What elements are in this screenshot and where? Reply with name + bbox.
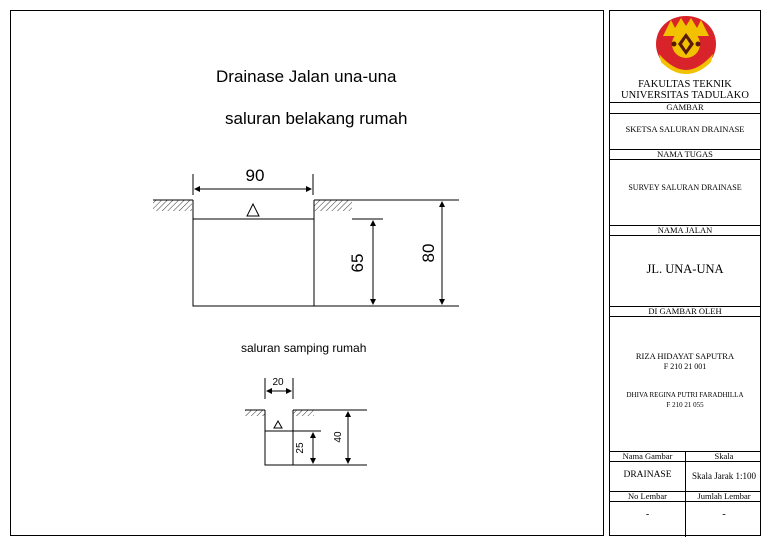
rear-channel xyxy=(153,166,459,306)
person1-id: F 210 21 001 xyxy=(663,362,707,371)
rear-total-depth-label: 80 xyxy=(419,243,438,263)
side-channel-outline xyxy=(265,410,293,465)
university-logo xyxy=(653,14,719,76)
no-lembar-value: - xyxy=(645,509,650,520)
side-drain-title: saluran samping rumah xyxy=(241,341,367,355)
side-inner-depth-label: 25 xyxy=(295,442,306,454)
gambar-label: GAMBAR xyxy=(666,102,704,112)
rear-width-label: 90 xyxy=(245,166,265,185)
side-channel xyxy=(245,377,367,465)
skala-label: Skala xyxy=(714,451,734,461)
no-lembar-label: No Lembar xyxy=(628,491,667,501)
jumlah-lembar-value: - xyxy=(722,509,726,520)
nama-gambar-label: Nama Gambar xyxy=(622,451,673,461)
channel-sketch xyxy=(11,11,605,537)
university-name: UNIVERSITAS TADULAKO xyxy=(621,90,749,101)
person2-id: F 210 21 055 xyxy=(666,401,704,409)
oleh-label: DI GAMBAR OLEH xyxy=(648,306,722,316)
skala-value: Skala Jarak 1:100 xyxy=(692,471,756,481)
side-ground-hatch-left xyxy=(245,410,265,416)
jumlah-lembar-label: Jumlah Lembar xyxy=(697,491,751,501)
drawing-subtitle: saluran belakang rumah xyxy=(225,109,408,128)
drawing-area xyxy=(10,10,604,536)
side-width-label: 20 xyxy=(272,377,284,388)
side-water-level-symbol xyxy=(274,421,282,428)
person2-name: DHIVA REGINA PUTRI FARADHILLA xyxy=(626,391,744,399)
tugas-value: SURVEY SALURAN DRAINASE xyxy=(628,183,742,192)
side-ground-hatch-right xyxy=(293,410,314,416)
tugas-label: NAMA TUGAS xyxy=(657,149,713,159)
water-level-symbol xyxy=(247,204,259,216)
jalan-value: JL. UNA-UNA xyxy=(646,262,724,276)
gambar-value: SKETSA SALURAN DRAINASE xyxy=(625,124,745,134)
side-total-depth-label: 40 xyxy=(333,431,344,443)
rear-inner-depth-label: 65 xyxy=(348,253,367,273)
jalan-label: NAMA JALAN xyxy=(657,225,713,235)
drawing-title: Drainase Jalan una-una xyxy=(216,67,397,86)
nama-gambar-value: DRAINASE xyxy=(623,470,672,480)
person1-name: RIZA HIDAYAT SAPUTRA xyxy=(635,351,735,361)
faculty-name: FAKULTAS TEKNIK xyxy=(638,79,732,90)
ground-hatch-left xyxy=(153,200,192,211)
title-block xyxy=(609,10,761,536)
ground-hatch-right xyxy=(314,200,352,211)
